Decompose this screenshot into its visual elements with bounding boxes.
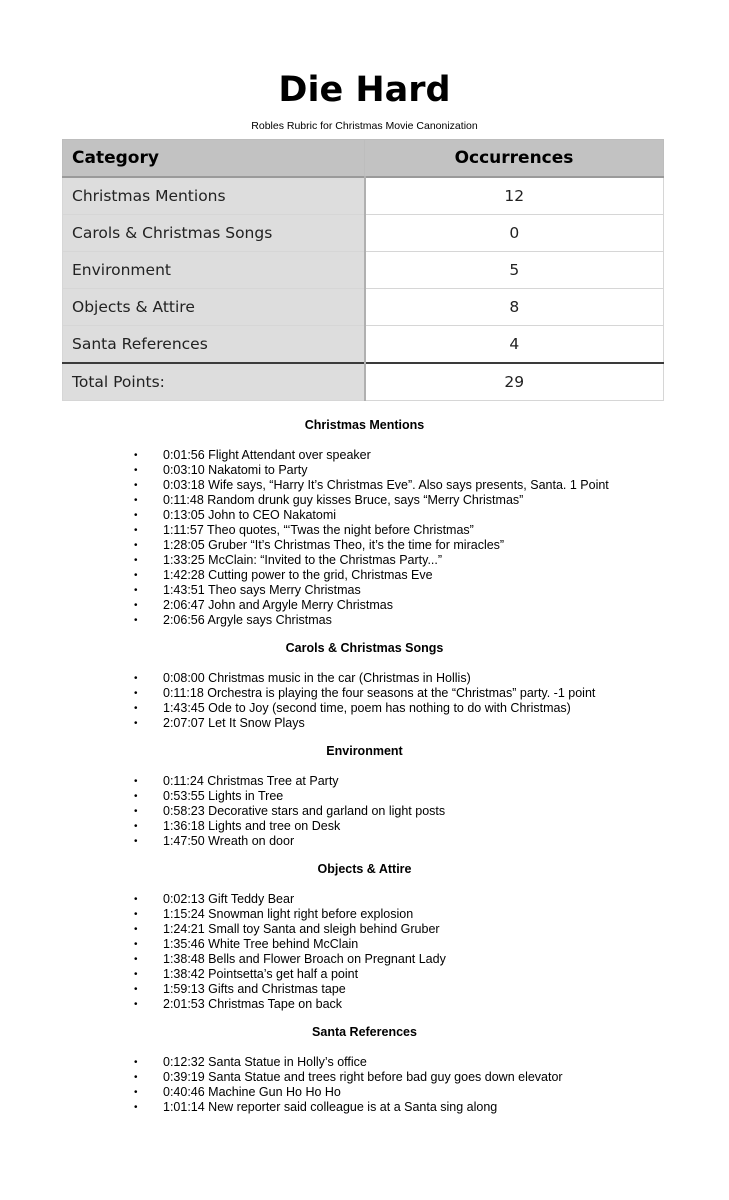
- section-title: Carols & Christmas Songs: [285, 641, 444, 655]
- table-row: [63, 289, 664, 326]
- bullet-icon: •: [134, 495, 138, 506]
- item-list: [0, 671, 729, 731]
- bullet-icon: •: [134, 480, 138, 491]
- section-title: Objects & Attire: [317, 862, 412, 876]
- rubric-table: [62, 139, 664, 401]
- document-title: Die Hard: [278, 70, 451, 110]
- list-item: • 1:35:46 White Tree behind McClain: [134, 937, 359, 951]
- bullet-icon: •: [134, 894, 138, 905]
- list-item: • 0:13:05 John to CEO Nakatomi: [134, 508, 337, 522]
- list-item: • 0:02:13 Gift Teddy Bear: [134, 892, 295, 906]
- list-item: • 1:01:14 New reporter said colleague is at a Santa sing along: [134, 1100, 498, 1114]
- table-row: [63, 252, 664, 289]
- count-cell: 12: [365, 177, 664, 215]
- bullet-icon: •: [134, 999, 138, 1010]
- bullet-icon: •: [134, 703, 138, 714]
- count-cell: 5: [365, 252, 664, 289]
- list-item: • 1:42:28 Cutting power to the grid, Christmas Eve: [134, 568, 433, 582]
- bullet-icon: •: [134, 909, 138, 920]
- table-header-row: [63, 140, 664, 178]
- list-item: • 2:06:47 John and Argyle Merry Christmas: [134, 598, 393, 612]
- list-item: • 0:58:23 Decorative stars and garland on light posts: [134, 804, 446, 818]
- section-santa-references: [0, 1023, 729, 1115]
- bullet-icon: •: [134, 1072, 138, 1083]
- list-item: • 0:01:56 Flight Attendant over speaker: [134, 448, 371, 462]
- table-row: [63, 215, 664, 252]
- count-cell: 0: [365, 215, 664, 252]
- bullet-icon: •: [134, 673, 138, 684]
- bullet-icon: •: [134, 615, 138, 626]
- section-title: Christmas Mentions: [304, 418, 425, 432]
- section-title: Santa References: [312, 1025, 417, 1039]
- list-item: • 0:40:46 Machine Gun Ho Ho Ho: [134, 1085, 341, 1099]
- list-item: • 0:39:19 Santa Statue and trees right before bad guy goes down elevator: [134, 1070, 563, 1084]
- list-item: • 0:03:18 Wife says, “Harry It’s Christmas Eve”. Also says presents, Santa. 1 Point: [134, 478, 609, 492]
- bullet-icon: •: [134, 510, 138, 521]
- category-cell: Carols & Christmas Songs: [63, 215, 365, 252]
- bullet-icon: •: [134, 791, 138, 802]
- list-item: • 1:11:57 Theo quotes, “‘Twas the night before Christmas”: [134, 523, 474, 537]
- list-item: • 1:28:05 Gruber “It’s Christmas Theo, it’s the time for miracles”: [134, 538, 505, 552]
- list-item: • 1:33:25 McClain: “Invited to the Christmas Party...”: [134, 553, 443, 567]
- bullet-icon: •: [134, 525, 138, 536]
- list-item: • 1:24:21 Small toy Santa and sleigh behind Gruber: [134, 922, 440, 936]
- count-cell: 4: [365, 326, 664, 364]
- section-environment: [0, 742, 729, 849]
- item-list: [0, 448, 729, 628]
- list-item: • 0:03:10 Nakatomi to Party: [134, 463, 308, 477]
- total-row: [63, 363, 664, 401]
- bullet-icon: •: [134, 1057, 138, 1068]
- bullet-icon: •: [134, 1087, 138, 1098]
- bullet-icon: •: [134, 776, 138, 787]
- bullet-icon: •: [134, 555, 138, 566]
- details-sections: [0, 416, 729, 1126]
- occurrences-header: Occurrences: [365, 140, 664, 178]
- category-cell: Objects & Attire: [63, 289, 365, 326]
- table-row: [63, 326, 664, 364]
- list-item: • 1:38:48 Bells and Flower Broach on Pregnant Lady: [134, 952, 446, 966]
- table-row: [63, 177, 664, 215]
- count-cell: 8: [365, 289, 664, 326]
- category-cell: Santa References: [63, 326, 365, 364]
- bullet-icon: •: [134, 688, 138, 699]
- category-header: Category: [63, 140, 365, 178]
- list-item: • 1:47:50 Wreath on door: [134, 834, 295, 848]
- list-item: • 0:12:32 Santa Statue in Holly’s office: [134, 1055, 367, 1069]
- bullet-icon: •: [134, 1102, 138, 1113]
- list-item: • 0:11:24 Christmas Tree at Party: [134, 774, 339, 788]
- list-item: • 1:59:13 Gifts and Christmas tape: [134, 982, 346, 996]
- bullet-icon: •: [134, 465, 138, 476]
- list-item: • 2:06:56 Argyle says Christmas: [134, 613, 332, 627]
- list-item: • 1:43:51 Theo says Merry Christmas: [134, 583, 361, 597]
- category-cell: Christmas Mentions: [63, 177, 365, 215]
- bullet-icon: •: [134, 600, 138, 611]
- bullet-icon: •: [134, 806, 138, 817]
- bullet-icon: •: [134, 821, 138, 832]
- bullet-icon: •: [134, 570, 138, 581]
- bullet-icon: •: [134, 836, 138, 847]
- list-item: • 1:15:24 Snowman light right before explosion: [134, 907, 414, 921]
- list-item: • 2:01:53 Christmas Tape on back: [134, 997, 343, 1011]
- list-item: • 0:11:48 Random drunk guy kisses Bruce, says “Merry Christmas”: [134, 493, 524, 507]
- bullet-icon: •: [134, 984, 138, 995]
- bullet-icon: •: [134, 585, 138, 596]
- document-subtitle: Robles Rubric for Christmas Movie Canonization: [251, 120, 478, 132]
- list-item: • 0:53:55 Lights in Tree: [134, 789, 284, 803]
- item-list: [0, 774, 729, 849]
- list-item: • 1:43:45 Ode to Joy (second time, poem has nothing to do with Christmas): [134, 701, 571, 715]
- category-cell: Environment: [63, 252, 365, 289]
- bullet-icon: •: [134, 450, 138, 461]
- list-item: • 1:36:18 Lights and tree on Desk: [134, 819, 341, 833]
- total-value: 29: [365, 363, 664, 401]
- bullet-icon: •: [134, 924, 138, 935]
- section-carols: [0, 639, 729, 731]
- bullet-icon: •: [134, 969, 138, 980]
- list-item: • 0:11:18 Orchestra is playing the four seasons at the “Christmas” party. -1 point: [134, 686, 596, 700]
- bullet-icon: •: [134, 718, 138, 729]
- item-list: [0, 1055, 729, 1115]
- list-item: • 0:08:00 Christmas music in the car (Christmas in Hollis): [134, 671, 471, 685]
- section-title: Environment: [326, 744, 403, 758]
- item-list: [0, 892, 729, 1012]
- section-objects-attire: [0, 860, 729, 1012]
- total-label: Total Points:: [63, 363, 365, 401]
- section-christmas-mentions: [0, 416, 729, 628]
- list-item: • 1:38:42 Pointsetta’s get half a point: [134, 967, 359, 981]
- bullet-icon: •: [134, 954, 138, 965]
- list-item: • 2:07:07 Let It Snow Plays: [134, 716, 305, 730]
- bullet-icon: •: [134, 939, 138, 950]
- bullet-icon: •: [134, 540, 138, 551]
